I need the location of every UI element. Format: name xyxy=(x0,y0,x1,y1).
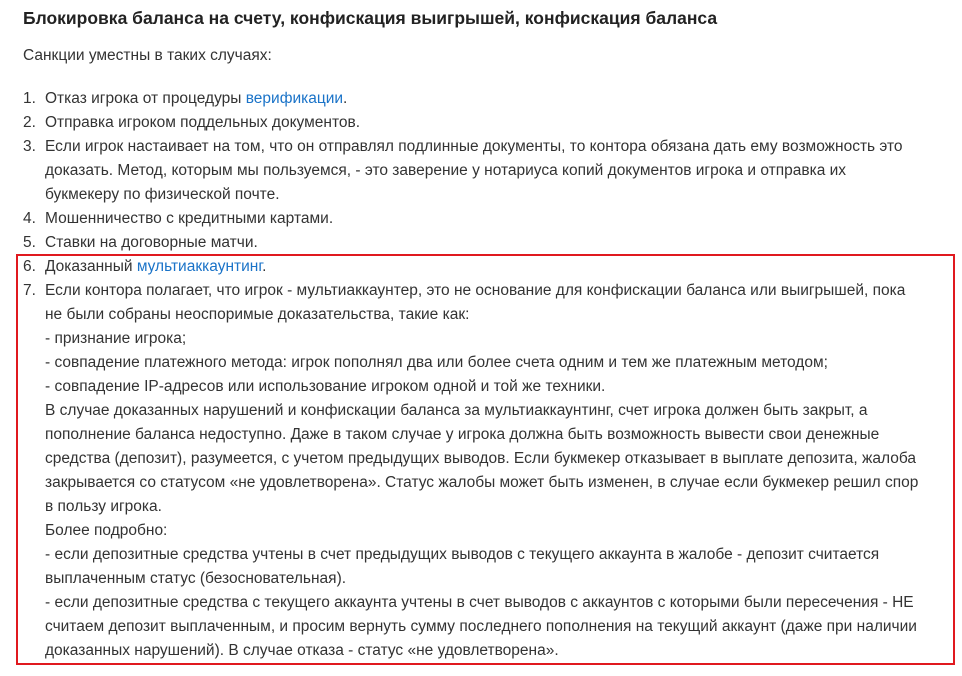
list-item xyxy=(23,255,951,279)
list-item-text: считаем депозит выплаченным, и просим вернуть сумму последнего пополнения на текущий аккаунт (даже при наличии xyxy=(45,618,917,635)
list-item-text: В случае доказанных нарушений и конфискации баланса за мультиаккаунтинг, счет игрока должен быть закрыт, а xyxy=(45,402,868,419)
list-number: 6. xyxy=(23,258,36,275)
list-number: 4. xyxy=(23,210,36,227)
list-item-text: Отказ игрока от процедуры верификации. xyxy=(45,90,348,107)
list-item-text: - совпадение платежного метода: игрок пополнял два или более счета одним и тем же платежным методом; xyxy=(45,354,828,371)
list-item-text: пополнение баланса недоступно. Даже в таком случае у игрока должна быть возможность вывести свои денежные xyxy=(45,426,880,443)
multiaccounting-link[interactable]: мультиаккаунтинг xyxy=(136,258,263,275)
list-item-text: Ставки на договорные матчи. xyxy=(45,234,258,251)
verification-link[interactable]: верификации xyxy=(245,90,344,107)
list-item-text: - если депозитные средства с текущего аккаунта учтены в счет выводов с аккаунтов с которыми были пересечения - НЕ xyxy=(45,594,914,611)
list-item-text: средства (депозит), разумеется, с учетом предыдущих выводов. Если букмекер отказывает в выплате депозита, жалоба xyxy=(45,450,916,467)
list-item xyxy=(23,279,951,663)
sanctions-list xyxy=(23,87,951,663)
list-item-text: Более подробно: xyxy=(45,522,168,539)
list-number: 7. xyxy=(23,282,36,299)
list-number: 2. xyxy=(23,114,36,131)
list-item xyxy=(23,87,951,111)
list-item-text: - совпадение IP-адресов или использование игроком одной и той же техники. xyxy=(45,378,606,395)
list-item-text: Доказанный мультиаккаунтинг. xyxy=(45,258,267,275)
list-item xyxy=(23,135,951,207)
list-item-text: Мошенничество с кредитными картами. xyxy=(45,210,334,227)
list-item-text: в пользу игрока. xyxy=(45,498,162,515)
list-item-text: выплаченным статус (безосновательная). xyxy=(45,570,347,587)
list-number: 1. xyxy=(23,90,36,107)
section-heading: Блокировка баланса на счету, конфискация выигрышей, конфискация баланса xyxy=(23,8,718,28)
list-item-text: Если игрок настаивает на том, что он отправлял подлинные документы, то контора обязана дать ему возможность это xyxy=(45,138,903,155)
list-item xyxy=(23,207,951,231)
list-item-text: - признание игрока; xyxy=(45,330,187,347)
list-number: 3. xyxy=(23,138,36,155)
list-item-text: доказанных нарушений). В случае отказа - статус «не удовлетворена». xyxy=(45,642,559,659)
list-number: 5. xyxy=(23,234,36,251)
list-item-text: Если контора полагает, что игрок - мультиаккаунтер, это не основание для конфискации баланса или выигрышей, пока xyxy=(45,282,906,299)
list-item xyxy=(23,231,951,255)
list-item-text: не были собраны неоспоримые доказательства, такие как: xyxy=(45,306,470,323)
list-item-text: доказать. Метод, которым мы пользуемся, - это заверение у нотариуса копий документов игрока и отправка их xyxy=(45,162,847,179)
list-item-text: - если депозитные средства учтены в счет предыдущих выводов с текущего аккаунта в жалобе - депозит считается xyxy=(45,546,880,563)
list-item-text: букмекеру по физической почте. xyxy=(45,186,280,203)
list-item-text: Отправка игроком поддельных документов. xyxy=(45,114,361,131)
list-item-text: закрывается со статусом «не удовлетворена». Статус жалобы может быть изменен, в случае если букмекер решил спор xyxy=(45,474,919,491)
intro-text: Санкции уместны в таких случаях: xyxy=(23,47,272,64)
list-item xyxy=(23,111,951,135)
